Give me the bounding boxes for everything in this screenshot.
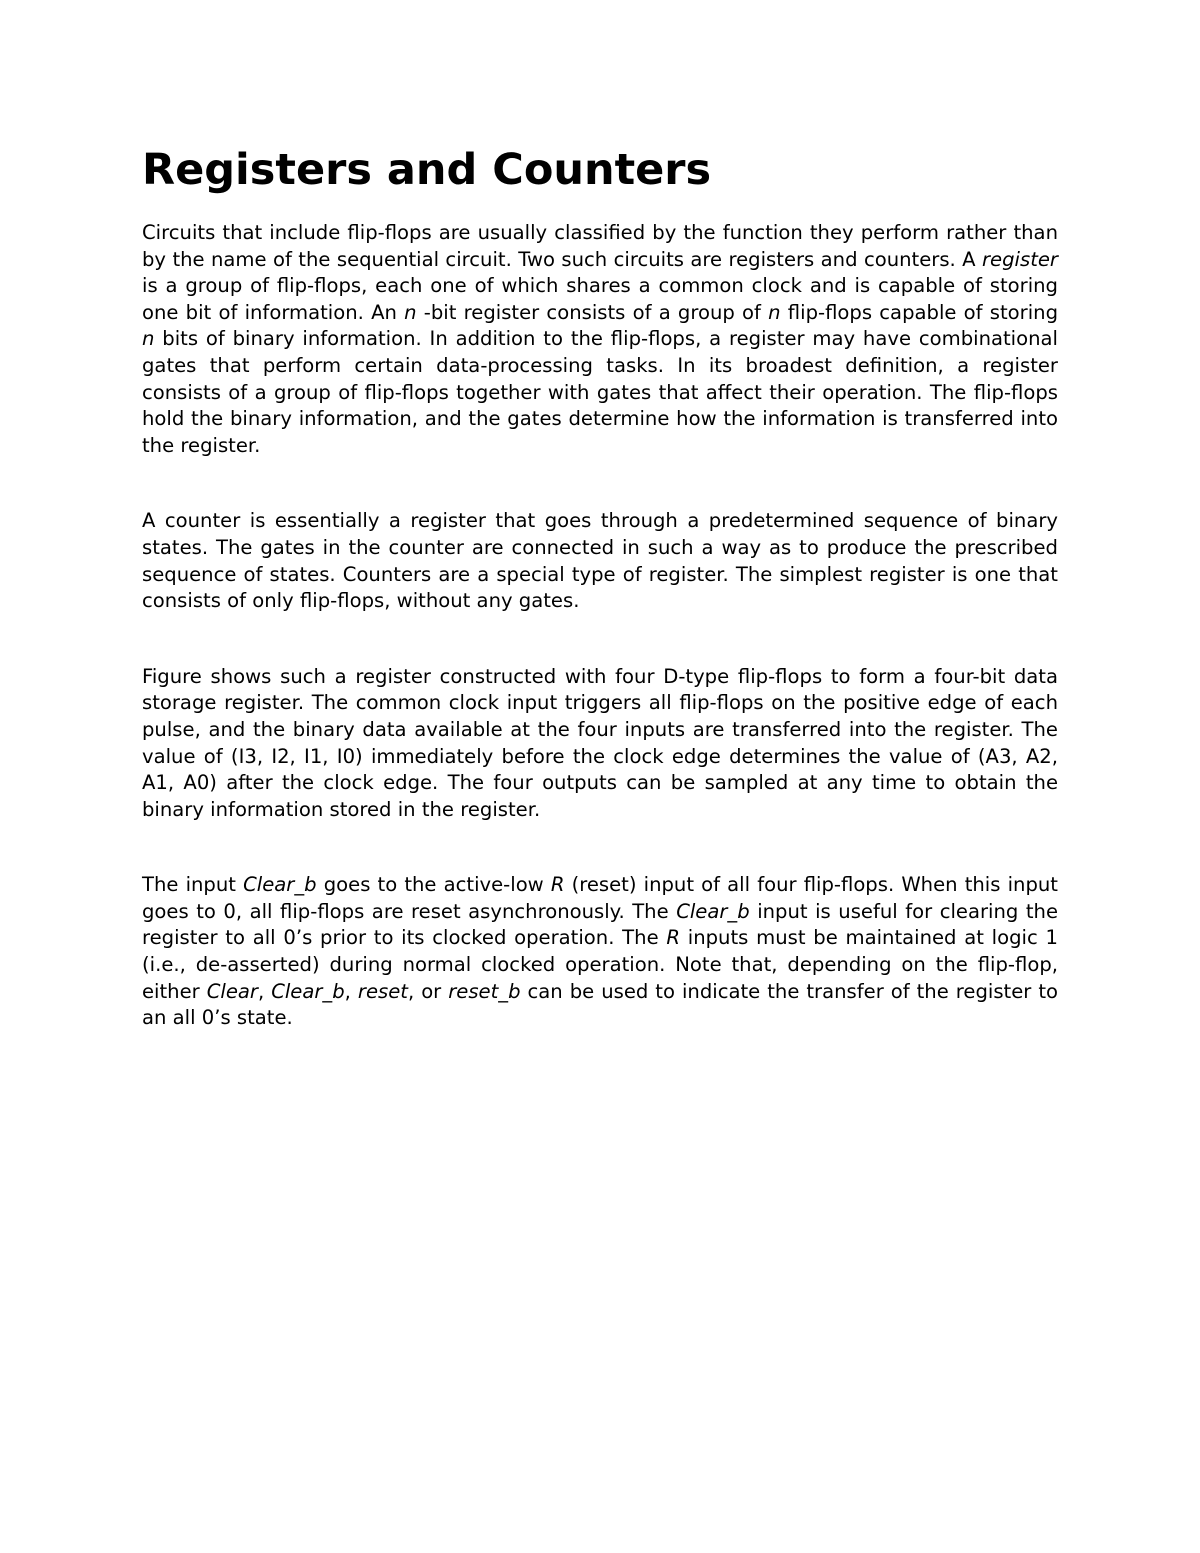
paragraph-text: can be used to indicate the transfer of the register to an all 0’s state.	[142, 979, 1058, 1030]
paragraph-italic-term: reset	[357, 979, 408, 1003]
paragraph-registers	[142, 220, 1058, 459]
page-title: Registers and Counters	[142, 145, 712, 195]
paragraph-italic-term: Clear_b	[676, 899, 750, 923]
paragraph-text: (reset) input of all four flip-flops. When this input goes to 0, all flip-flops are reset asynchronously. The	[142, 873, 1058, 923]
paragraph-italic-term: n	[768, 300, 781, 324]
paragraph-italic-term: n	[404, 300, 417, 324]
paragraph-text: ,	[257, 979, 272, 1003]
paragraph-text: Circuits that include flip-flops are usually classified by the function they perform rather than by the name of the sequential circuit. Two such circuits are registers and counters. A	[142, 221, 1058, 271]
paragraph-italic-term: reset_b	[448, 979, 521, 1003]
paragraph-italic-term: Clear_b	[243, 873, 317, 897]
paragraph-italic-term: Clear	[206, 979, 258, 1003]
paragraph-text: The input	[142, 873, 244, 897]
paragraph-text: flip-flops capable of storing	[780, 300, 1059, 324]
paragraph-text: is a group of flip-flops, each one of which shares a common clock and is capable of storing one bit of information. An	[142, 274, 1058, 324]
paragraph-counters	[142, 508, 1058, 614]
paragraph-text: A counter is essentially a register that goes through a predetermined sequence of binary states. The gates in the counter are connected in such a way as to produce the prescribed sequence of states. Counters are a special type of register. The simplest register is one that consists of only flip-flops, without any gates.	[142, 509, 1058, 613]
paragraph-italic-term: n	[142, 327, 155, 351]
paragraph-text: input is useful for clearing the register to all 0’s prior to its clocked operation. The	[142, 899, 1059, 950]
paragraph-text: ,	[344, 979, 358, 1003]
paragraph-text: Figure shows such a register constructed with four D-type flip-flops to form a four-bit data storage register. The common clock input triggers all flip-flops on the positive edge of each pulse, and the binary data available at the four inputs are transferred into the register. The value of (I3, I2, I1, I0) immediately before the clock edge determines the value of (A3, A2, A1, A0) after the clock edge. The four outputs can be sampled at any time to obtain the binary information stored in the register.	[142, 664, 1058, 821]
paragraph-text: bits of binary information. In addition to the flip-flops, a register may have combinational gates that perform certain data-processing tasks. In its broadest definition, a register consists of a group of flip-flops together with gates that affect their operation. The flip-flops hold the binary information, and the gates determine how the information is transferred into the register.	[142, 327, 1058, 457]
paragraph-italic-term: Clear_b	[271, 979, 345, 1003]
paragraph-text: -bit register consists of a group of	[416, 300, 769, 324]
paragraph-clear-input	[142, 872, 1058, 1032]
paragraph-italic-term: R	[666, 926, 680, 950]
paragraph-text: inputs must be maintained at logic 1 (i.e., de-asserted) during normal clocked operation. Note that, depending on the flip-flop, either	[142, 926, 1058, 1003]
paragraph-text: , or	[407, 979, 449, 1003]
paragraph-figure-description	[142, 664, 1058, 824]
paragraph-italic-term: register	[982, 247, 1058, 271]
document-body	[142, 143, 1058, 1032]
paragraph-italic-term: R	[550, 873, 565, 897]
paragraph-text: goes to the active-low	[316, 873, 551, 897]
